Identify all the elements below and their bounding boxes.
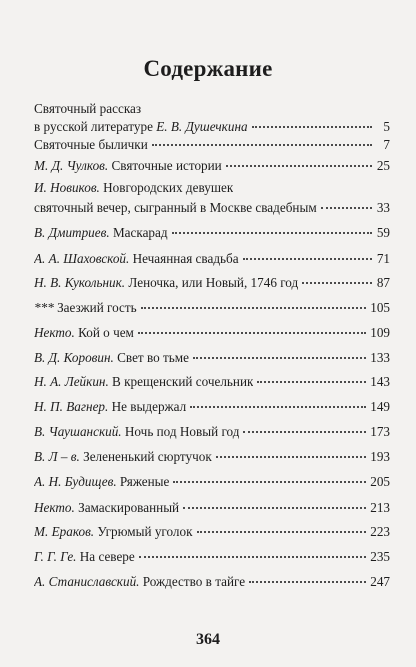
toc-entry-text bbox=[34, 449, 212, 465]
toc-page-number: 105 bbox=[370, 300, 390, 315]
toc-line bbox=[34, 424, 390, 442]
toc-title: святочный вечер, сыгранный в Москве свадебным bbox=[34, 200, 317, 215]
dot-leader bbox=[145, 100, 372, 110]
toc-author: В. Л – в. bbox=[34, 449, 84, 464]
toc-title: Святочные былички bbox=[34, 137, 148, 152]
toc-author: А. А. Шаховской. bbox=[34, 251, 133, 266]
dot-leader bbox=[249, 571, 366, 583]
toc-page-number: 7 bbox=[383, 137, 390, 152]
toc-line bbox=[34, 350, 390, 368]
toc-title: Леночка, или Новый, 1746 год bbox=[128, 275, 299, 290]
toc-author: Е. В. Душечкина bbox=[156, 119, 248, 134]
toc-page-number: 59 bbox=[376, 225, 390, 240]
toc-entry-text bbox=[34, 325, 134, 341]
toc-page-number: 149 bbox=[370, 399, 390, 414]
toc-entry-text bbox=[34, 251, 239, 267]
dot-leader bbox=[257, 371, 366, 383]
toc-line bbox=[34, 549, 390, 567]
dot-leader bbox=[141, 297, 367, 309]
dot-leader bbox=[226, 155, 372, 167]
toc-entry-text bbox=[34, 101, 141, 117]
toc-entry-text bbox=[34, 158, 222, 174]
toc-title: Новгородских девушек bbox=[103, 180, 234, 195]
toc-line bbox=[34, 325, 390, 343]
dot-leader bbox=[193, 347, 366, 359]
toc-entry-text bbox=[34, 399, 186, 415]
toc-entry-text bbox=[34, 200, 317, 216]
toc-line bbox=[34, 275, 390, 293]
dot-leader bbox=[190, 396, 366, 408]
toc-title: Маскарад bbox=[112, 225, 168, 240]
toc-author: Г. Г. Ге. bbox=[34, 549, 80, 564]
toc-entry-text bbox=[34, 524, 193, 540]
toc-page-number: 143 bbox=[370, 374, 390, 389]
toc-title: Святочные истории bbox=[111, 158, 222, 173]
toc-title: Зелененький сюртучок bbox=[83, 449, 212, 464]
toc-title: Ночь под Новый год bbox=[124, 424, 240, 439]
toc-page-number: 235 bbox=[370, 549, 390, 564]
toc-author: Некто. bbox=[34, 325, 79, 340]
toc-author: А. Станиславский. bbox=[34, 574, 143, 589]
toc-entry-text bbox=[34, 180, 233, 196]
toc-title: Святочный рассказ bbox=[34, 101, 142, 116]
dot-leader bbox=[183, 497, 366, 509]
toc-title: Свет во тьме bbox=[117, 350, 189, 365]
toc-entry-text bbox=[34, 574, 245, 590]
toc-line bbox=[34, 374, 390, 392]
dot-leader bbox=[197, 521, 367, 533]
toc-line bbox=[34, 200, 390, 218]
toc-entry-text bbox=[34, 474, 169, 490]
toc-author: *** bbox=[34, 300, 58, 315]
toc-line bbox=[34, 225, 390, 243]
toc-entry-text bbox=[34, 300, 137, 316]
dot-leader bbox=[172, 222, 372, 234]
toc-line bbox=[34, 399, 390, 417]
dot-leader bbox=[237, 179, 372, 189]
toc-entry-text bbox=[34, 225, 168, 241]
dot-leader bbox=[138, 322, 366, 334]
toc-entry-text bbox=[34, 275, 298, 291]
toc-entry-text bbox=[34, 374, 253, 390]
toc-line bbox=[34, 251, 390, 269]
toc-line bbox=[34, 300, 390, 318]
toc-author: Некто. bbox=[34, 500, 79, 515]
toc-page-number: 205 bbox=[370, 474, 390, 489]
toc-line bbox=[34, 137, 390, 155]
toc-line bbox=[34, 500, 390, 518]
toc-title: Ряженые bbox=[119, 474, 170, 489]
toc-author: Н. А. Лейкин. bbox=[34, 374, 113, 389]
dot-leader bbox=[173, 471, 366, 483]
dot-leader bbox=[243, 248, 372, 260]
toc-author: А. Н. Будищев. bbox=[34, 474, 120, 489]
toc-entry-text bbox=[34, 424, 239, 440]
toc-line bbox=[34, 524, 390, 542]
toc-author: Н. П. Вагнер. bbox=[34, 399, 112, 414]
toc-author: В. Дмитриев. bbox=[34, 225, 113, 240]
toc-author: Н. В. Кукольник. bbox=[34, 275, 129, 290]
toc-entry-text bbox=[34, 119, 248, 135]
toc-page-number: 5 bbox=[383, 119, 390, 134]
toc-page-number: 25 bbox=[376, 158, 390, 173]
toc-entry-text bbox=[34, 549, 135, 565]
toc-author: В. Д. Коровин. bbox=[34, 350, 118, 365]
toc-title: Не выдержал bbox=[111, 399, 187, 414]
toc-page-number: 247 bbox=[370, 574, 390, 589]
toc-page-number: 213 bbox=[370, 500, 390, 515]
toc-line bbox=[34, 180, 390, 198]
toc-author: М. Д. Чулков. bbox=[34, 158, 112, 173]
toc-line bbox=[34, 474, 390, 492]
toc-title: Рождество в тайге bbox=[142, 574, 246, 589]
toc-line bbox=[34, 158, 390, 176]
toc-title: На севере bbox=[79, 549, 135, 564]
toc-entry-text bbox=[34, 137, 148, 153]
dot-leader bbox=[243, 421, 366, 433]
toc-title: в русской литературе bbox=[34, 119, 157, 134]
dot-leader bbox=[152, 134, 372, 146]
toc-title: Угрюмый уголок bbox=[97, 524, 193, 539]
toc-author: В. Чаушанский. bbox=[34, 424, 125, 439]
toc-page-number: 223 bbox=[370, 524, 390, 539]
toc-title: Кой о чем bbox=[78, 325, 134, 340]
toc-line bbox=[34, 574, 390, 592]
dot-leader bbox=[216, 446, 366, 458]
toc-page-number: 133 bbox=[370, 350, 390, 365]
toc-author: И. Новиков. bbox=[34, 180, 104, 195]
toc-title: Нечаянная свадьба bbox=[132, 251, 239, 266]
toc-line bbox=[34, 449, 390, 467]
toc-page-number: 71 bbox=[376, 251, 390, 266]
toc-page-number: 87 bbox=[376, 275, 390, 290]
toc-page-number: 193 bbox=[370, 449, 390, 464]
toc-page-number: 33 bbox=[376, 200, 390, 215]
page-title: Содержание bbox=[143, 56, 273, 81]
dot-leader bbox=[302, 272, 372, 284]
toc-author: М. Ераков. bbox=[34, 524, 98, 539]
dot-leader bbox=[252, 116, 372, 128]
dot-leader bbox=[321, 197, 372, 209]
toc-title: Замаскированный bbox=[78, 500, 180, 515]
toc-entry-text bbox=[34, 500, 179, 516]
page-number: 364 bbox=[196, 631, 220, 648]
toc-title: В крещенский сочельник bbox=[112, 374, 254, 389]
dot-leader bbox=[139, 546, 366, 558]
toc-entry-text bbox=[34, 350, 189, 366]
toc-title: Заезжий гость bbox=[57, 300, 137, 315]
toc-page-number: 109 bbox=[370, 325, 390, 340]
toc-page-number: 173 bbox=[370, 424, 390, 439]
